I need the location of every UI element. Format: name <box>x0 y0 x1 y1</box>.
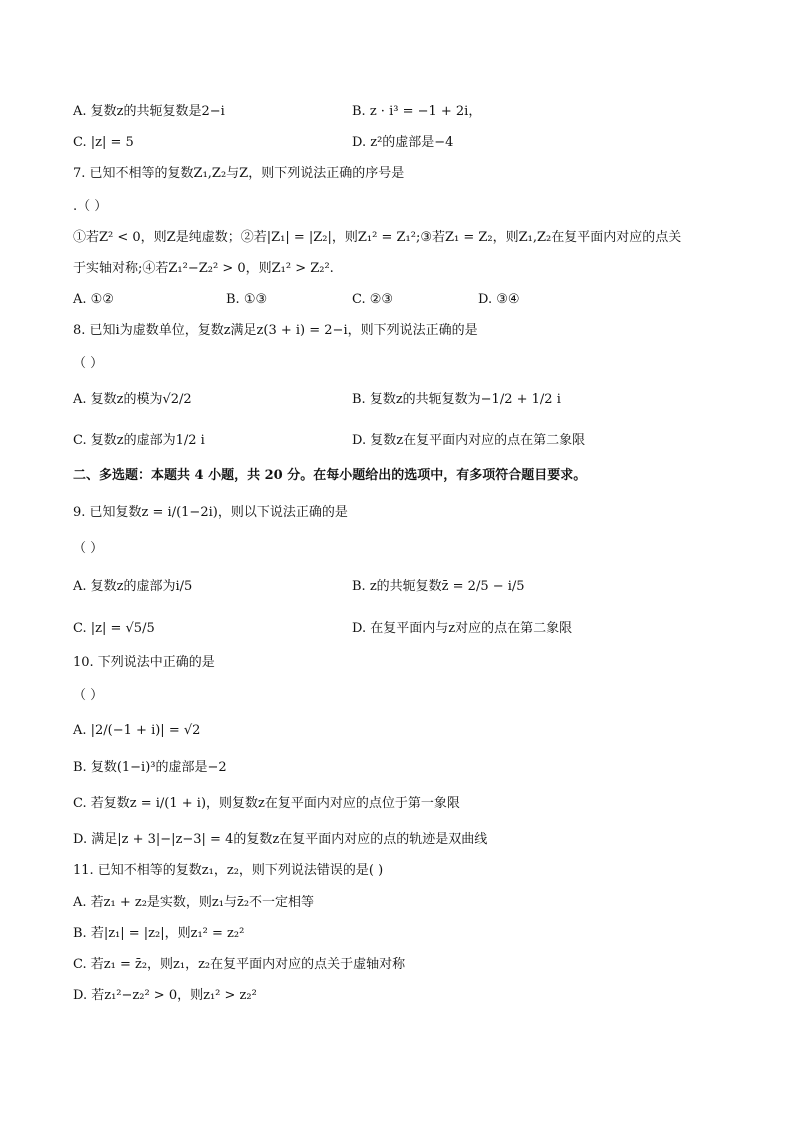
q11-option-a: A. 若z₁ + z₂是实数，则z₁与z̄₂不一定相等 <box>73 895 315 910</box>
q6-option-c: C. |z| = 5 <box>73 135 134 150</box>
q7-option-d: D. ③④ <box>478 292 520 307</box>
q11-stem: 11. 已知不相等的复数z₁，z₂，则下列说法错误的是( ) <box>73 863 384 878</box>
q8-option-c: C. 复数z的虚部为1/2 i <box>73 433 205 448</box>
q10-paren: （ ） <box>73 688 104 703</box>
q6-option-a: A. 复数z的共轭复数是2−i <box>73 104 225 119</box>
q9-option-b: B. z的共轭复数z̄ = 2/5 − i/5 <box>352 579 525 594</box>
q9-option-d: D. 在复平面内与z对应的点在第二象限 <box>352 621 573 636</box>
q9-stem: 9. 已知复数z = i/(1−2i)，则以下说法正确的是 <box>73 505 348 520</box>
q7-paren: .（ ） <box>73 199 108 214</box>
q10-option-b: B. 复数(1−i)³的虚部是−2 <box>73 760 227 775</box>
q8-option-d: D. 复数z在复平面内对应的点在第二象限 <box>352 433 586 448</box>
q10-option-d: D. 满足|z + 3|−|z−3| = 4的复数z在复平面内对应的点的轨迹是双曲线 <box>73 832 488 847</box>
q8-option-a: A. 复数z的模为√2/2 <box>73 392 192 407</box>
q6-option-d: D. z²的虚部是−4 <box>352 135 454 150</box>
q7-stem: 7. 已知不相等的复数Z₁,Z₂与Z，则下列说法正确的序号是 <box>73 166 405 181</box>
q8-option-b: B. 复数z的共轭复数为−1/2 + 1/2 i <box>352 392 561 407</box>
q9-option-c: C. |z| = √5/5 <box>73 621 155 636</box>
q7-statements-line1: ①若Z² < 0，则Z是纯虚数；②若|Z₁| = |Z₂|，则Z₁² = Z₁²;③若Z₁ = Z₂，则Z₁,Z₂在复平面内对应的点关 <box>73 230 682 245</box>
q11-option-d: D. 若z₁²−z₂² > 0，则z₁² > z₂² <box>73 988 257 1003</box>
q11-option-b: B. 若|z₁| = |z₂|，则z₁² = z₂² <box>73 926 245 941</box>
q8-paren: （ ） <box>73 356 104 371</box>
q6-option-b: B. z · i³ = −1 + 2i， <box>352 104 482 119</box>
q7-option-a: A. ①② <box>73 292 114 307</box>
q8-stem: 8. 已知i为虚数单位，复数z满足z(3 + i) = 2−i，则下列说法正确的是 <box>73 323 478 338</box>
q7-option-b: B. ①③ <box>226 292 268 307</box>
q9-paren: （ ） <box>73 541 104 556</box>
section-heading-multiple-choice: 二、多选题：本题共 4 小题，共 20 分。在每小题给出的选项中，有多项符合题目要求。 <box>73 468 587 483</box>
q11-option-c: C. 若z₁ = z̄₂，则z₁，z₂在复平面内对应的点关于虚轴对称 <box>73 957 406 972</box>
q10-option-a: A. |2/(−1 + i)| = √2 <box>73 723 201 738</box>
q10-stem: 10. 下列说法中正确的是 <box>73 655 215 670</box>
q7-option-c: C. ②③ <box>352 292 394 307</box>
q10-option-c: C. 若复数z = i/(1 + i)，则复数z在复平面内对应的点位于第一象限 <box>73 796 460 811</box>
q9-option-a: A. 复数z的虚部为i/5 <box>73 579 193 594</box>
q7-statements-line2: 于实轴对称;④若Z₁²−Z₂² > 0，则Z₁² > Z₂². <box>73 261 334 276</box>
